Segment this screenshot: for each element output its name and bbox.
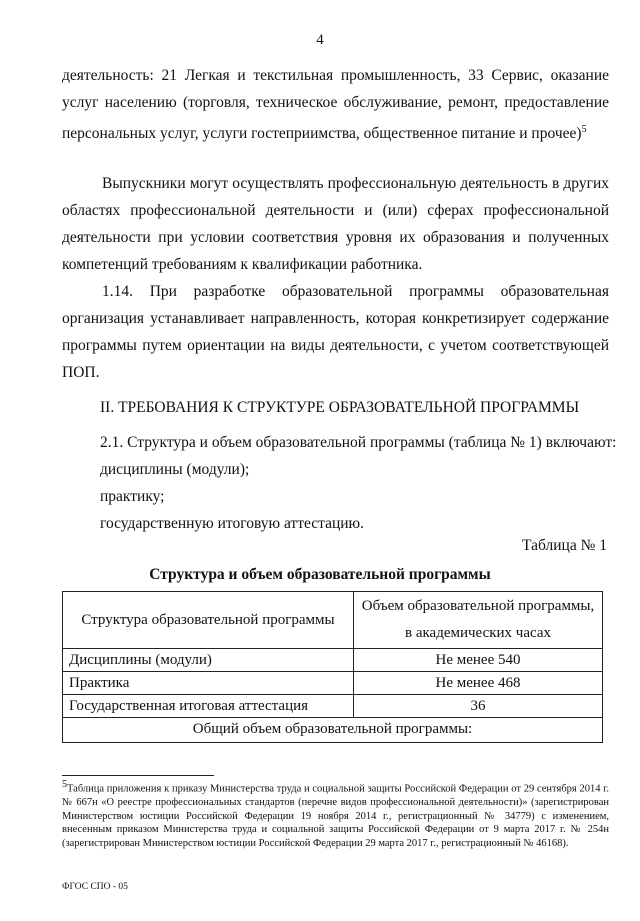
page-number: 4	[316, 32, 324, 48]
footnote-reference: 5	[581, 124, 587, 135]
footnote-divider	[62, 775, 214, 776]
paragraph-graduates: Выпускники могут осуществлять профессиональную деятельность в других областях профессиональной деятельности и (или) сферах профессиональной деятельности при условии соответствия уровня их образования и полученных компетенций требованиям к квалификации работника.	[62, 175, 609, 273]
table-cell-name: Государственная итоговая аттестация	[63, 695, 354, 718]
table-header-cell: Объем образовательной программы, в академических часах	[354, 592, 603, 649]
footnote-marker: 5	[62, 779, 67, 790]
table-label: Таблица № 1	[522, 537, 607, 554]
table-header-row	[63, 592, 603, 649]
table-cell-value: Не менее 468	[354, 672, 603, 695]
list-item-disciplines: дисциплины (модули);	[100, 461, 250, 478]
table-cell-value: Не менее 540	[354, 649, 603, 672]
table-cell-name: Дисциплины (модули)	[63, 649, 354, 672]
table-cell-name: Практика	[63, 672, 354, 695]
table-row	[63, 649, 603, 672]
paragraph-text: деятельность: 21 Легкая и текстильная промышленность, 33 Сервис, оказание услуг населению (торговля, техническое обслуживание, ремонт, предоставление персональных услуг, услуги гостеприимства, общественное питание и прочее)	[62, 67, 609, 143]
footnote	[62, 778, 609, 850]
table-row	[63, 672, 603, 695]
document-code: ФГОС СПО - 05	[62, 882, 128, 892]
table-total-row	[63, 718, 603, 743]
table-title: Структура и объем образовательной программы	[149, 566, 491, 583]
section-title: II. ТРЕБОВАНИЯ К СТРУКТУРЕ ОБРАЗОВАТЕЛЬНОЙ ПРОГРАММЫ	[100, 399, 580, 416]
structure-intro: 2.1. Структура и объем образовательной программы (таблица № 1) включают:	[100, 434, 617, 451]
table-total-cell: Общий объем образовательной программы:	[63, 718, 603, 743]
table-cell-value: 36	[354, 695, 603, 718]
paragraph-activity-areas	[62, 62, 609, 147]
table-header-cell: Структура образовательной программы	[63, 592, 354, 649]
list-item-practice: практику;	[100, 488, 165, 505]
footnote-text: Таблица приложения к приказу Министерства труда и социальной защиты Российской Федерации от 29 сентября 2014 г. № 667н «О реестре профессиональных стандартов (перечне видов профессиональной деятельности)» (зарегистрирован Министерством юстиции Российской Федерации 19 ноября 2014 г., регистрационный № 34779) с изменением, внесенным приказом Министерства труда и социальной защиты Российской Федерации от 9 марта 2017 г. № 254н (зарегистрирован Министерством юстиции Российской Федерации 29 марта 2017 г., регистрационный № 46168).	[62, 783, 609, 849]
structure-table	[62, 591, 603, 743]
list-item-attestation: государственную итоговую аттестацию.	[100, 515, 365, 532]
paragraph-1-14: 1.14. При разработке образовательной программы образовательная организация устанавливает направленность, которая конкретизирует содержание программы путем ориентации на виды деятельности, с учетом соответствующей ПОП.	[62, 283, 609, 381]
table-row	[63, 695, 603, 718]
